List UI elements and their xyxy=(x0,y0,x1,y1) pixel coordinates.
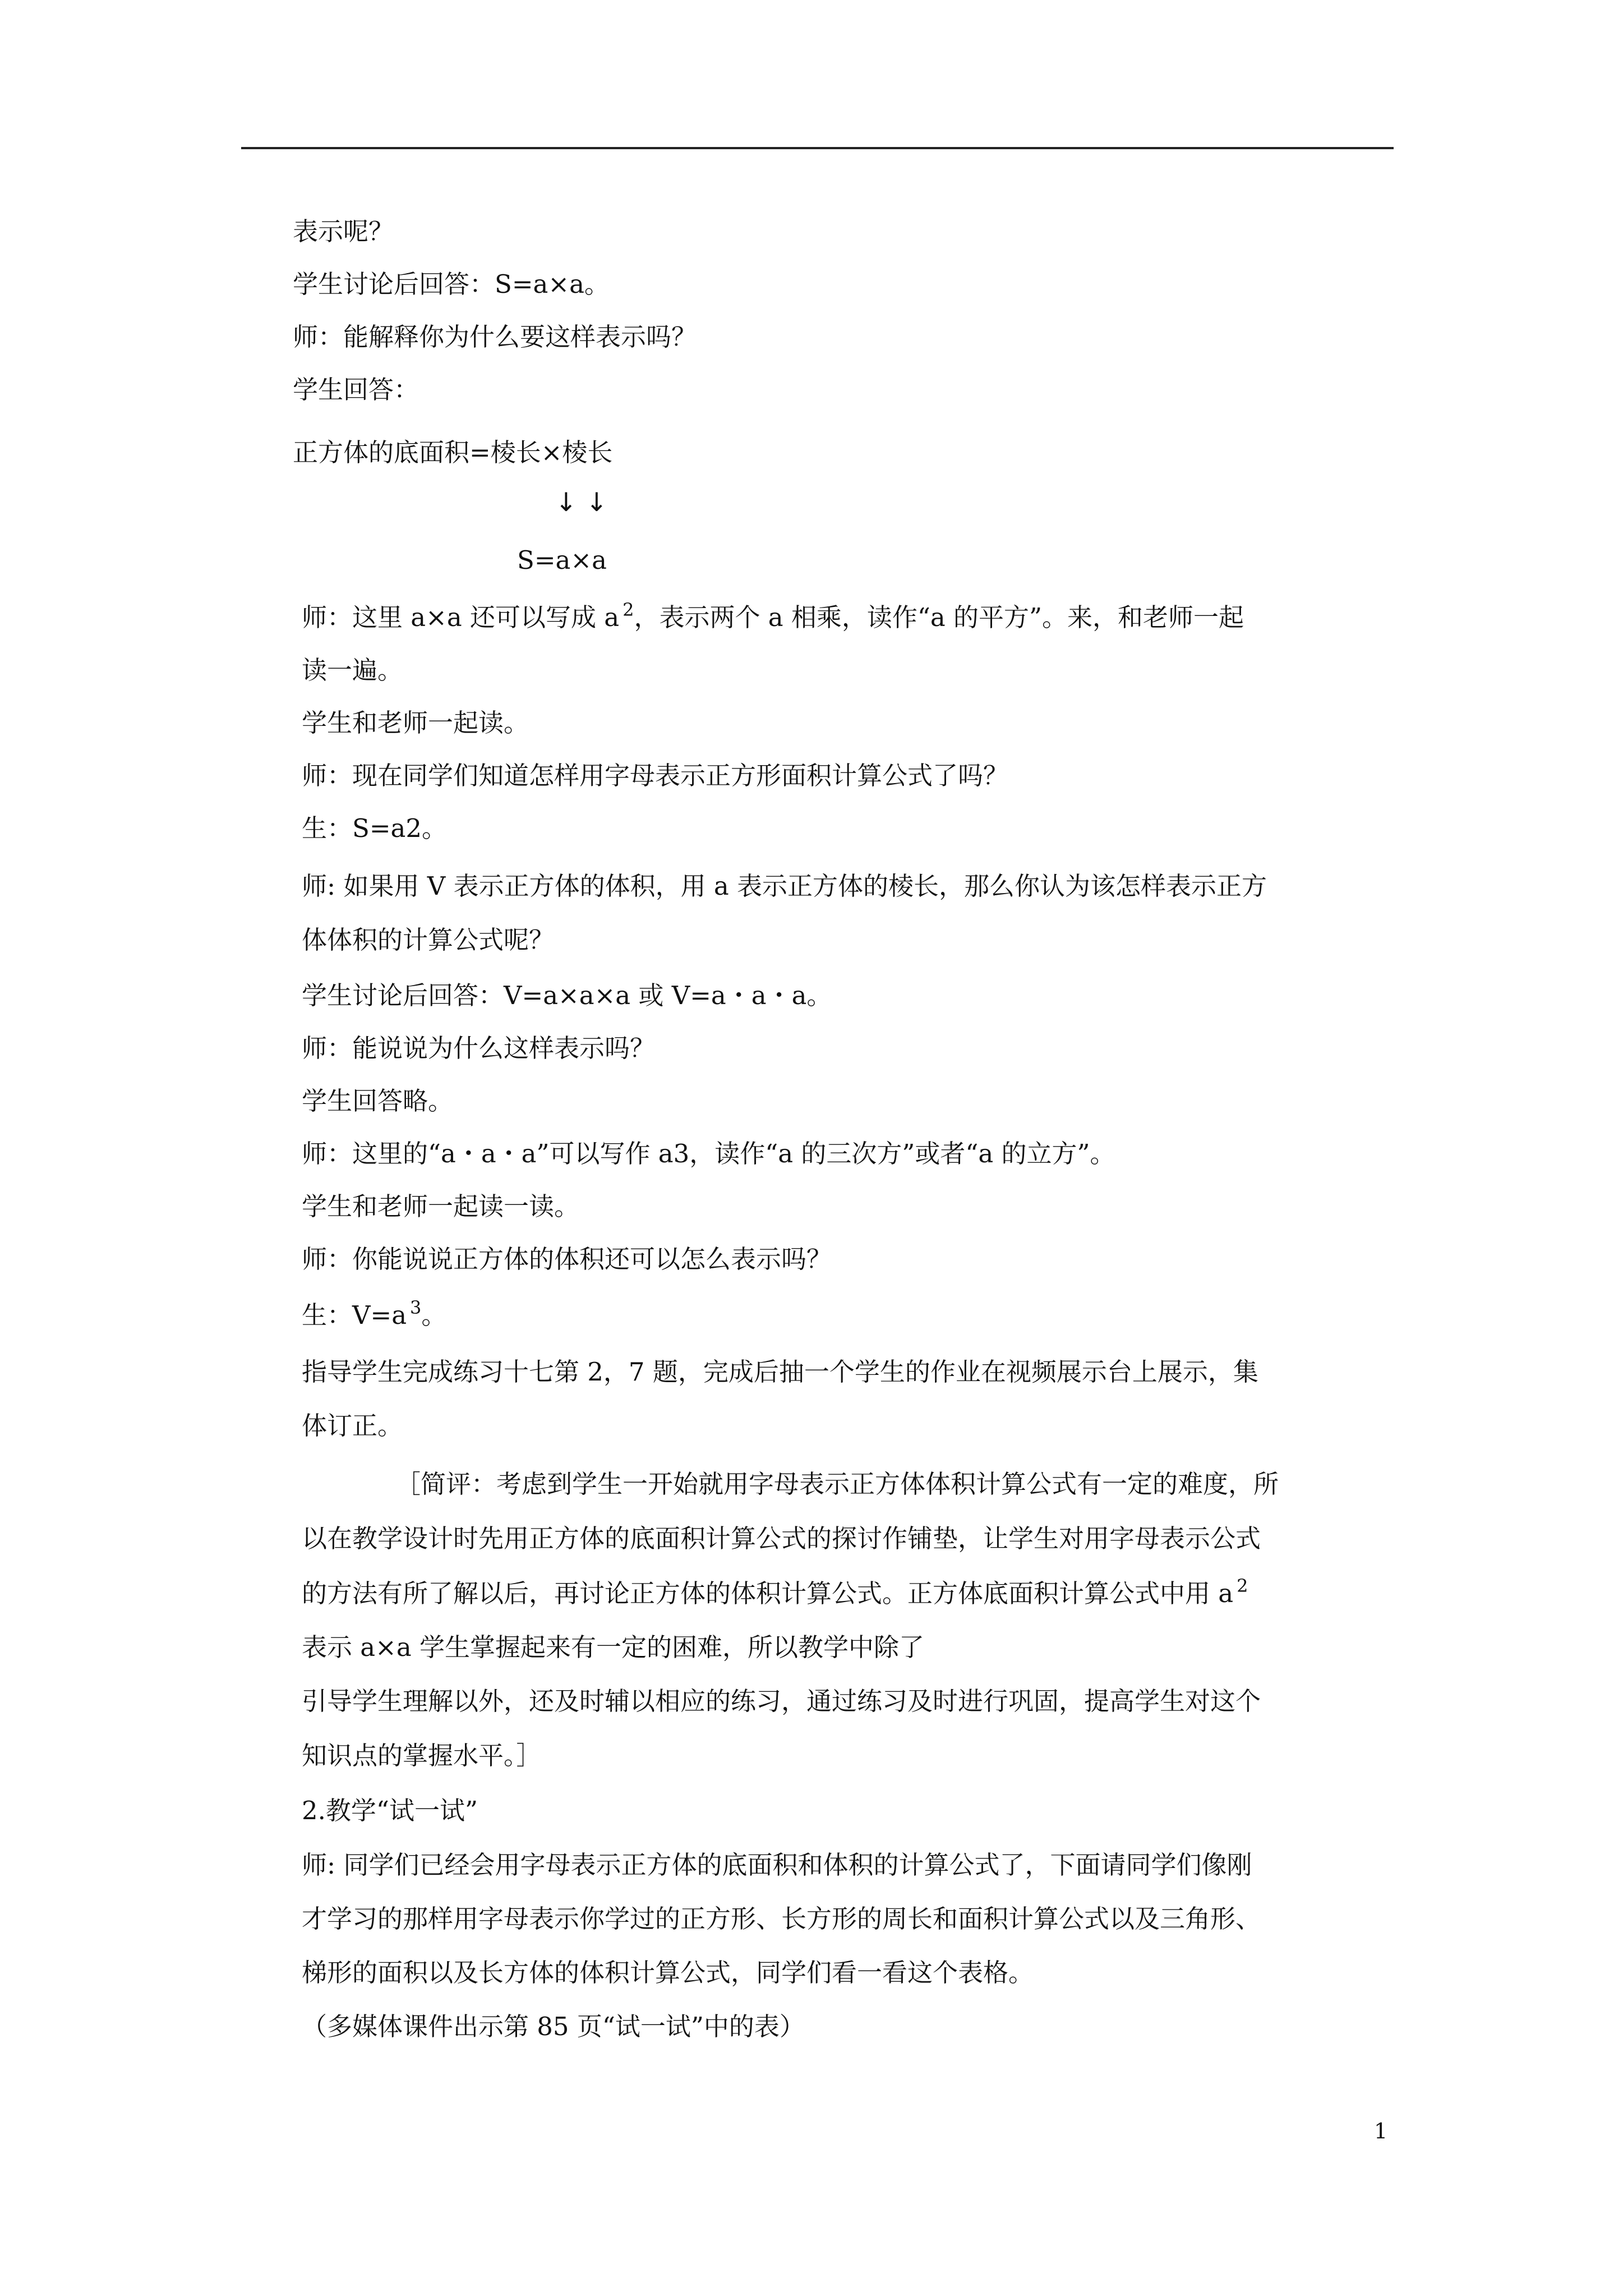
comment-line: 知识点的掌握水平。］ xyxy=(302,1741,542,1770)
comment-line: 表示 a×a 学生掌握起来有一定的困难，所以教学中除了 xyxy=(302,1632,924,1662)
paragraph-line: 师：这里的“a・a・a”可以写作 a3，读作“a 的三次方”或者“a 的立方”。 xyxy=(302,1139,1115,1168)
comment-line: 引导学生理解以外，还及时辅以相应的练习，通过练习及时进行巩固，提高学生对这个 xyxy=(302,1686,1261,1716)
paragraph-line: 才学习的那样用字母表示你学过的正方形、长方形的周长和面积计算公式以及三角形、 xyxy=(302,1904,1261,1934)
paragraph-line: 梯形的面积以及长方体的体积计算公式，同学们看一看这个表格。 xyxy=(302,1958,1034,1987)
formula-line: 正方体的底面积=棱长×棱长 xyxy=(293,438,613,467)
paragraph-line: （多媒体课件出示第 85 页“试一试”中的表） xyxy=(302,2012,805,2041)
paragraph-line: 学生和老师一起读。 xyxy=(302,708,529,738)
paragraph-line: 体订正。 xyxy=(302,1411,403,1441)
paragraph-line xyxy=(302,1297,447,1330)
down-arrow-icon: ↓ xyxy=(555,487,577,517)
paragraph-line: 学生讨论后回答：S=a×a。 xyxy=(293,269,610,299)
paragraph-line: 表示呢？ xyxy=(293,217,394,246)
paragraph-line: 师: 同学们已经会用字母表示正方体的底面积和体积的计算公式了，下面请同学们像刚 xyxy=(302,1850,1252,1880)
comment-line xyxy=(302,1575,1248,1608)
paragraph-line: 师：能说说为什么这样表示吗？ xyxy=(302,1033,656,1063)
paragraph-line xyxy=(302,599,1244,632)
paragraph-line: 读一遍。 xyxy=(302,655,403,685)
comment-line: 以在教学设计时先用正方体的底面积计算公式的探讨作铺垫，让学生对用字母表示公式 xyxy=(302,1524,1261,1553)
paragraph-line: 学生讨论后回答：V=a×a×a 或 V=a・a・a。 xyxy=(302,981,832,1010)
paragraph-line: 学生回答略。 xyxy=(302,1086,454,1116)
arrow-row xyxy=(555,489,616,515)
superscript: 2 xyxy=(623,599,634,620)
text-span: 生：V=a xyxy=(302,1300,407,1330)
paragraph-line: 生：S=a2。 xyxy=(302,813,447,843)
paragraph-line: 学生回答： xyxy=(293,375,419,404)
superscript: 3 xyxy=(410,1297,422,1318)
paragraph-line: 体体积的计算公式呢？ xyxy=(302,925,555,955)
paragraph-line: 指导学生完成练习十七第 2，7 题，完成后抽一个学生的作业在视频展示台上展示，集 xyxy=(302,1357,1258,1387)
down-arrow-icon: ↓ xyxy=(585,487,608,517)
paragraph-line: 师：你能说说正方体的体积还可以怎么表示吗？ xyxy=(302,1244,832,1274)
formula-line: S=a×a xyxy=(517,545,607,575)
section-heading: 2.教学“试一试” xyxy=(302,1796,478,1825)
paragraph-line: 师: 如果用 V 表示正方体的体积，用 a 表示正方体的棱长，那么你认为该怎样表示正方 xyxy=(302,871,1267,901)
text-span: 师：这里 a×a 还可以写成 a xyxy=(302,602,620,632)
comment-line: ［简评：考虑到学生一开始就用字母表示正方体体积计算公式有一定的难度，所 xyxy=(395,1469,1279,1499)
text-span: 的方法有所了解以后，再讨论正方体的体积计算公式。正方体底面积计算公式中用 a xyxy=(302,1579,1234,1608)
text-span: 。 xyxy=(421,1300,447,1330)
paragraph-line: 学生和老师一起读一读。 xyxy=(302,1191,580,1221)
text-span: ，表示两个 a 相乘，读作“a 的平方”。来，和老师一起 xyxy=(634,602,1244,632)
paragraph-line: 师：能解释你为什么要这样表示吗？ xyxy=(293,322,697,352)
superscript: 2 xyxy=(1237,1575,1248,1596)
paragraph-line: 师：现在同学们知道怎样用字母表示正方形面积计算公式了吗？ xyxy=(302,761,1009,790)
page-number: 1 xyxy=(1374,2119,1388,2143)
